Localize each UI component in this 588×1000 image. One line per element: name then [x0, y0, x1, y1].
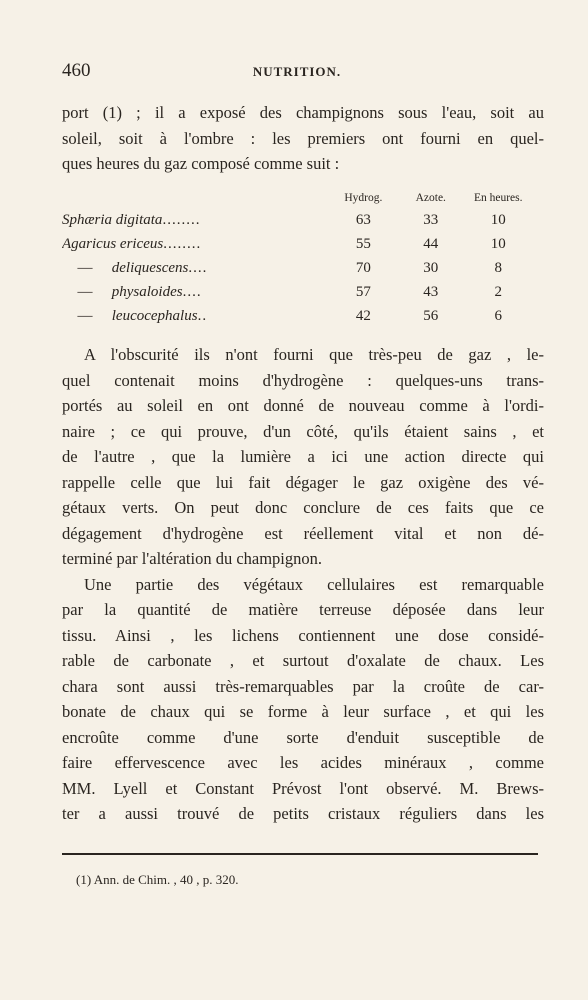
azote-value: 43: [423, 283, 439, 300]
text-line: MM. Lyell et Constant Prévost l'ont observé. M. Brews-: [62, 778, 544, 798]
table-row: [62, 280, 532, 304]
text-line: faire effervescence avec les acides minéraux , comme: [62, 753, 544, 772]
text-line: gétaux verts. On peut donc conclure de ces faits que ce: [62, 498, 544, 517]
page-number: 460: [62, 60, 91, 81]
leader-dots: ..: [197, 307, 208, 324]
text-line: dégagement d'hydrogène est réellement vital et non dé-: [62, 523, 544, 543]
table-row: [62, 304, 532, 328]
ditto-dash: —: [77, 259, 93, 276]
gas-composition-table: [62, 192, 532, 328]
text-line: terminé par l'altération du champignon.: [62, 549, 323, 568]
azote-value: 33: [423, 211, 439, 228]
heures-value: 8: [494, 259, 502, 276]
text-line: rappelle celle que lui fait dégager le gaz oxigène des vé-: [62, 472, 544, 492]
hydrog-value: 57: [355, 283, 371, 300]
genus-name: Agaricus: [62, 235, 117, 252]
heures-value: 6: [494, 307, 502, 324]
species-name: digitata: [115, 211, 163, 228]
column-header-heures: En heures.: [473, 192, 523, 204]
intro-paragraph: [62, 100, 544, 177]
species-name: deliquescens: [111, 259, 189, 276]
heures-value: 2: [494, 283, 502, 300]
species-cell: [62, 208, 330, 232]
column-header-hydrog: Hydrog.: [344, 192, 383, 204]
text-line: ques heures du gaz composé comme suit :: [62, 154, 340, 173]
table-row: [62, 208, 532, 232]
ditto-dash: —: [77, 283, 93, 300]
leader-dots: ........: [163, 235, 202, 252]
table-row: [62, 256, 532, 280]
heures-value: 10: [490, 235, 506, 252]
text-line: soleil, soit à l'ombre : les premiers ont fourni en quel-: [62, 128, 544, 148]
species-column-header: [62, 192, 330, 208]
hydrog-value: 55: [355, 235, 371, 252]
leader-dots: ....: [188, 259, 208, 276]
text-line: encroûte comme d'une sorte d'enduit susceptible de: [62, 727, 544, 747]
table-row: [62, 232, 532, 256]
page-header: [62, 60, 532, 86]
text-line: tissu. Ainsi , les lichens contiennent une dose considé-: [62, 625, 544, 645]
text-line: Une partie des végétaux cellulaires est remarquable: [84, 574, 544, 594]
species-name: leucocephalus: [111, 307, 198, 324]
species-cell: [62, 256, 330, 280]
footnote: (1) Ann. de Chim. , 40 , p. 320.: [76, 872, 239, 887]
hydrog-value: 63: [355, 211, 371, 228]
text-line: port (1) ; il a exposé des champignons sous l'eau, soit au: [62, 103, 544, 122]
text-line: portés au soleil en ont donné de nouveau comme à l'ordi-: [62, 396, 544, 415]
text-line: quel contenait moins d'hydrogène : quelques-uns trans-: [62, 370, 544, 390]
leader-dots: ........: [162, 211, 201, 228]
text-line: de l'autre , que la lumière a ici une action directe qui: [62, 447, 544, 466]
text-line: chara sont aussi très-remarquables par la croûte de car-: [62, 676, 544, 696]
species-cell: [62, 232, 330, 256]
text-line: par la quantité de matière terreuse déposée dans leur: [62, 600, 544, 619]
genus-name: Sphæria: [62, 211, 113, 228]
text-line: A l'obscurité ils n'ont fourni que très-peu de gaz , le-: [84, 345, 544, 364]
heures-value: 10: [490, 211, 506, 228]
hydrog-value: 42: [355, 307, 371, 324]
leader-dots: ....: [182, 283, 202, 300]
footnote-separator: [62, 853, 538, 855]
column-header-azote: Azote.: [415, 192, 446, 204]
azote-value: 30: [423, 259, 439, 276]
species-name: ericeus: [119, 235, 164, 252]
text-line: bonate de chaux qui se forme à leur surface , et qui les: [62, 702, 544, 721]
species-cell: [62, 280, 330, 304]
table-header-row: [62, 192, 532, 208]
text-line: ter a aussi trouvé de petits cristaux réguliers dans les: [62, 804, 544, 823]
ditto-dash: —: [77, 307, 93, 324]
azote-value: 44: [423, 235, 439, 252]
text-line: naire ; ce qui prouve, d'un côté, qu'ils étaient sains , et: [62, 421, 544, 441]
running-title: NUTRITION.: [252, 64, 342, 79]
species-cell: [62, 304, 330, 328]
hydrog-value: 70: [355, 259, 371, 276]
azote-value: 56: [423, 307, 439, 324]
body-paragraphs: [62, 342, 544, 827]
species-name: physaloides: [111, 283, 183, 300]
text-line: rable de carbonate , et surtout d'oxalate de chaux. Les: [62, 651, 544, 670]
